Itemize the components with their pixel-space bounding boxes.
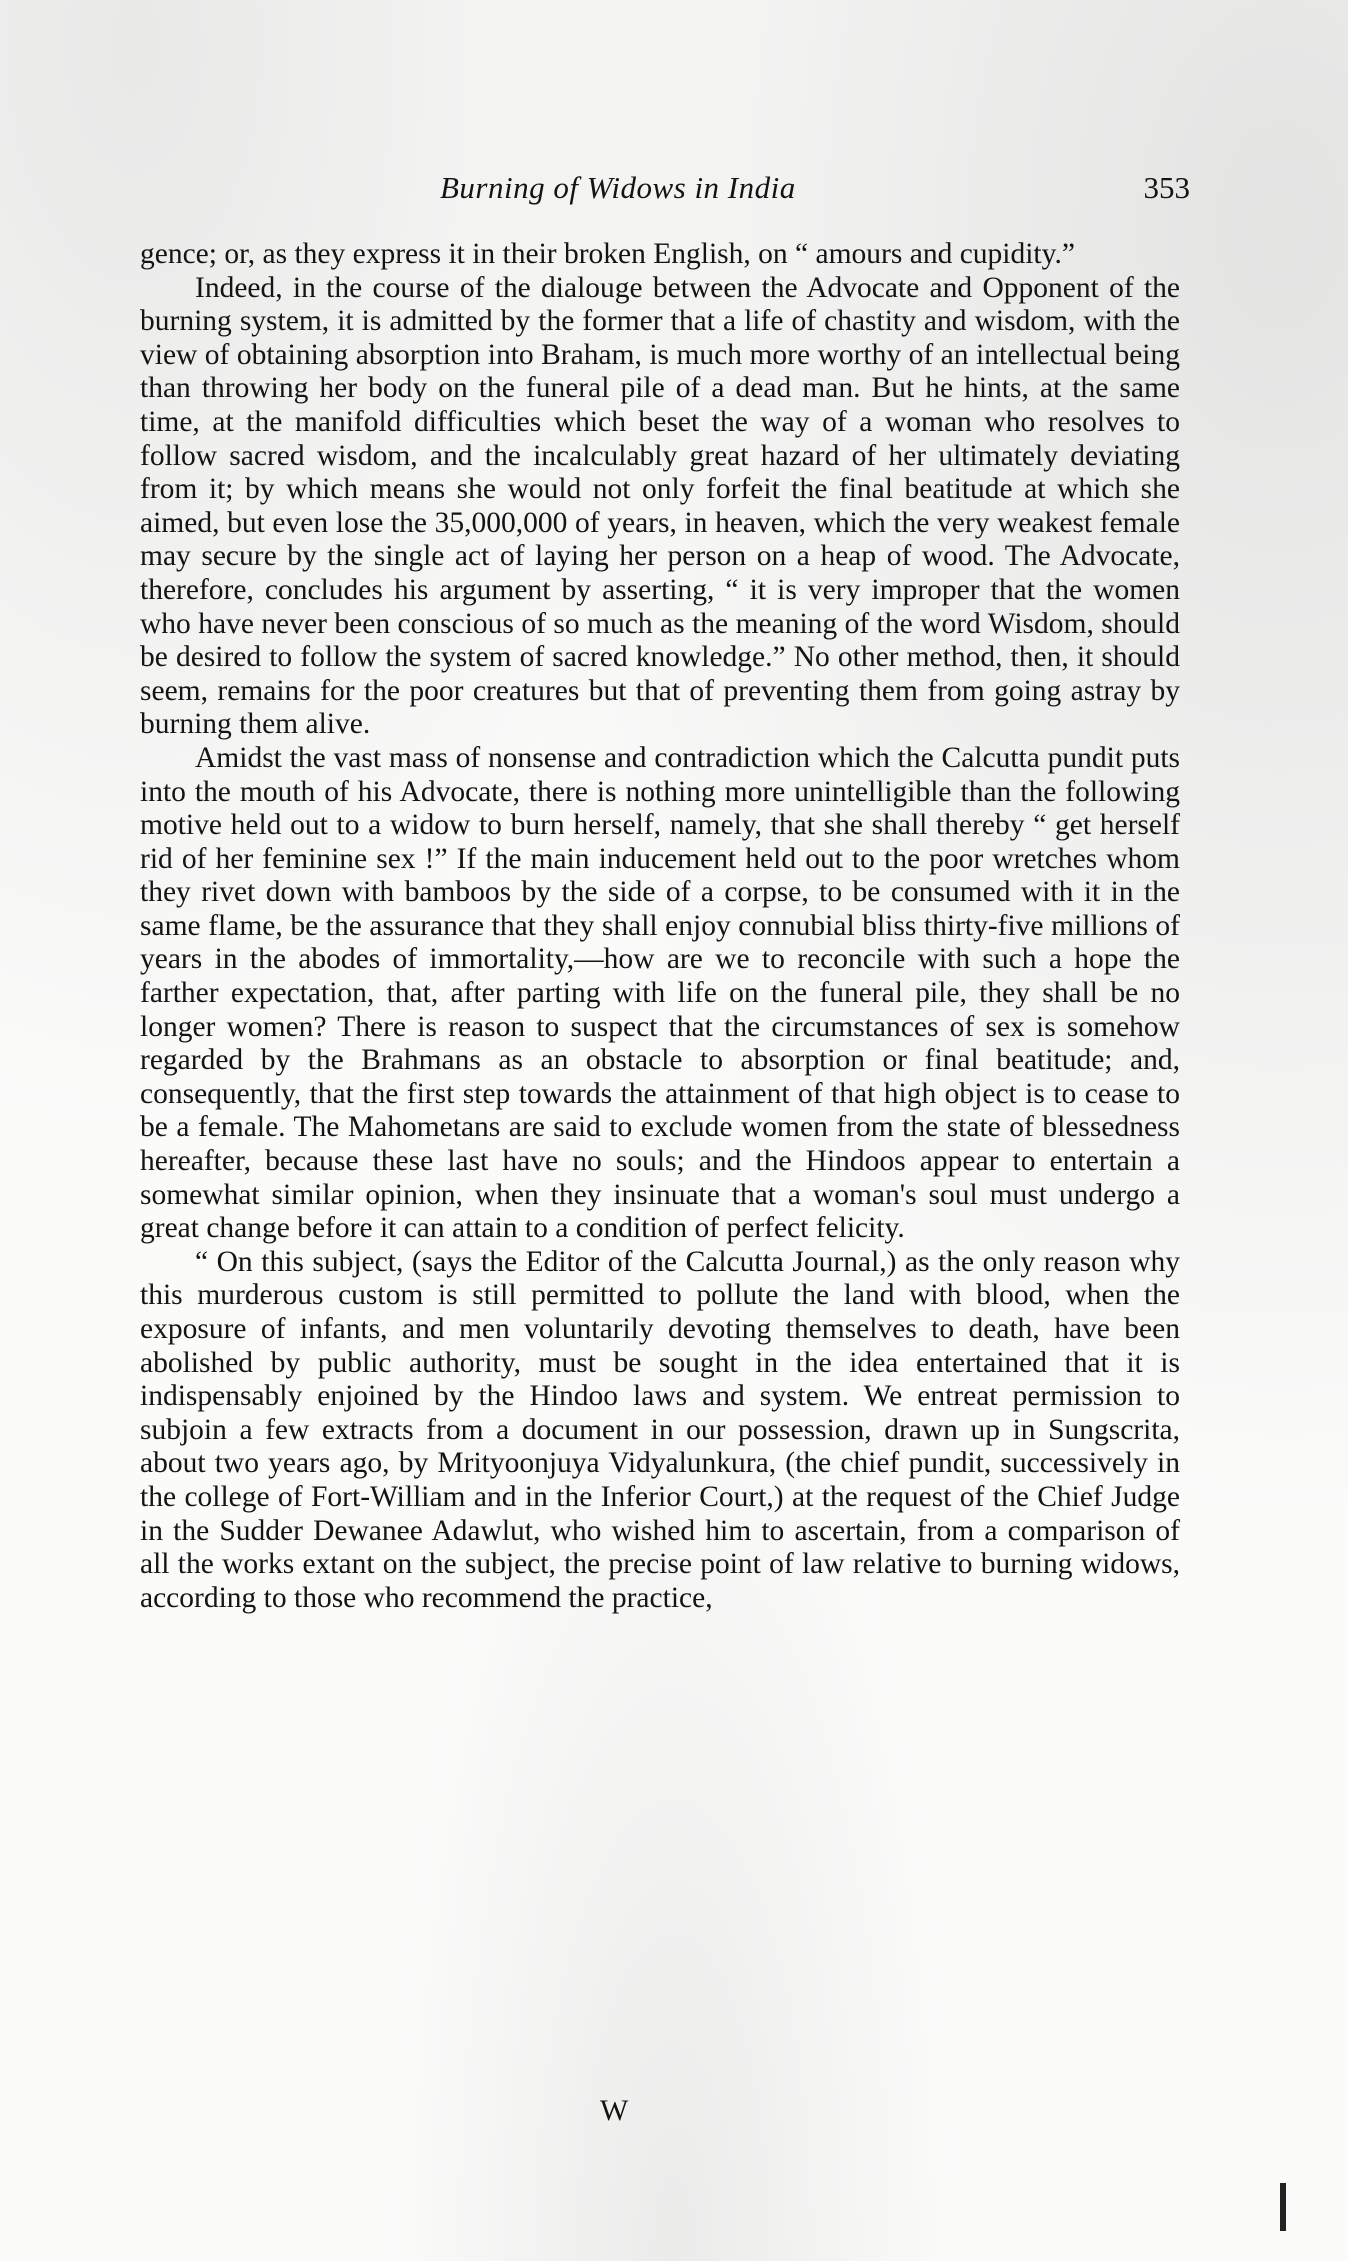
paragraph-3: Amidst the vast mass of nonsense and contradiction which the Calcutta pundit puts into the mouth of his Advocate, there is nothing more unintelligible than the following motive held out to a widow to burn herself, namely, that she shall thereby “ get herself rid of her feminine sex !” If the main inducement held out to the poor wretches whom they rivet down with bamboos by the side of a corpse, to be consumed with it in the same flame, be the assurance that they shall enjoy connubial bliss thirty-five millions of years in the abodes of immortality,—how are we to reconcile with such a hope the farther expectation, that, after parting with life on the funeral pile, they shall be no longer women? There is reason to suspect that the circumstances of sex is somehow regarded by the Brahmans as an obstacle to absorption or final beatitude; and, consequently, that the first step towards the attainment of that high object is to cease to be a female. The Mahometans are said to exclude women from the state of blessedness hereafter, because these last have no souls; and the Hindoos appear to entertain a somewhat similar opinion, when they insinuate that a woman's soul must undergo a great change before it can attain to a condition of perfect felicity. <box>140 741 1180 1245</box>
paragraph-2: Indeed, in the course of the dialouge between the Advocate and Opponent of the burning system, it is admitted by the former that a life of chastity and wisdom, with the view of obtaining absorption into Braham, is much more worthy of an intellectual being than throwing her body on the funeral pile of a dead man. But he hints, at the same time, at the manifold difficulties which beset the way of a woman who resolves to follow sacred wisdom, and the incalculably great hazard of her ultimately deviating from it; by which means she would not only forfeit the final beatitude at which she aimed, but even lose the 35,000,000 of years, in heaven, which the very weakest female may secure by the single act of laying her person on a heap of wood. The Advocate, therefore, concludes his argument by asserting, “ it is very improper that the women who have never been conscious of so much as the meaning of the word Wisdom, should be desired to follow the system of sacred knowledge.” No other method, then, it should seem, remains for the poor creatures but that of preventing them from going astray by burning them alive. <box>140 271 1180 741</box>
running-title: Burning of Widows in India <box>440 170 796 205</box>
page-edge-mark <box>1280 2183 1286 2231</box>
signature-mark: W <box>600 2094 630 2127</box>
paragraph-4: “ On this subject, (says the Editor of the Calcutta Journal,) as the only reason why this murderous custom is still permitted to pollute the land with blood, when the exposure of infants, and men voluntarily devoting themselves to death, have been abolished by public authority, must be sought in the idea entertained that it is indispensably enjoined by the Hindoo laws and system. We entreat permission to subjoin a few extracts from a document in our possession, drawn up in Sungscrita, about two years ago, by Mrityoonjuya Vidyalunkura, (the chief pundit, successively in the college of Fort-William and in the Inferior Court,) at the request of the Chief Judge in the Sudder Dewanee Adawlut, who wished him to ascertain, from a comparison of all the works extant on the subject, the precise point of law relative to burning widows, according to those who recommend the practice, <box>140 1245 1180 1614</box>
page-number: 353 <box>1143 170 1190 205</box>
page-header <box>140 170 1190 220</box>
paragraph-1: gence; or, as they express it in their broken English, on “ amours and cupidity.” <box>140 238 1075 270</box>
body-text <box>140 238 1180 1615</box>
